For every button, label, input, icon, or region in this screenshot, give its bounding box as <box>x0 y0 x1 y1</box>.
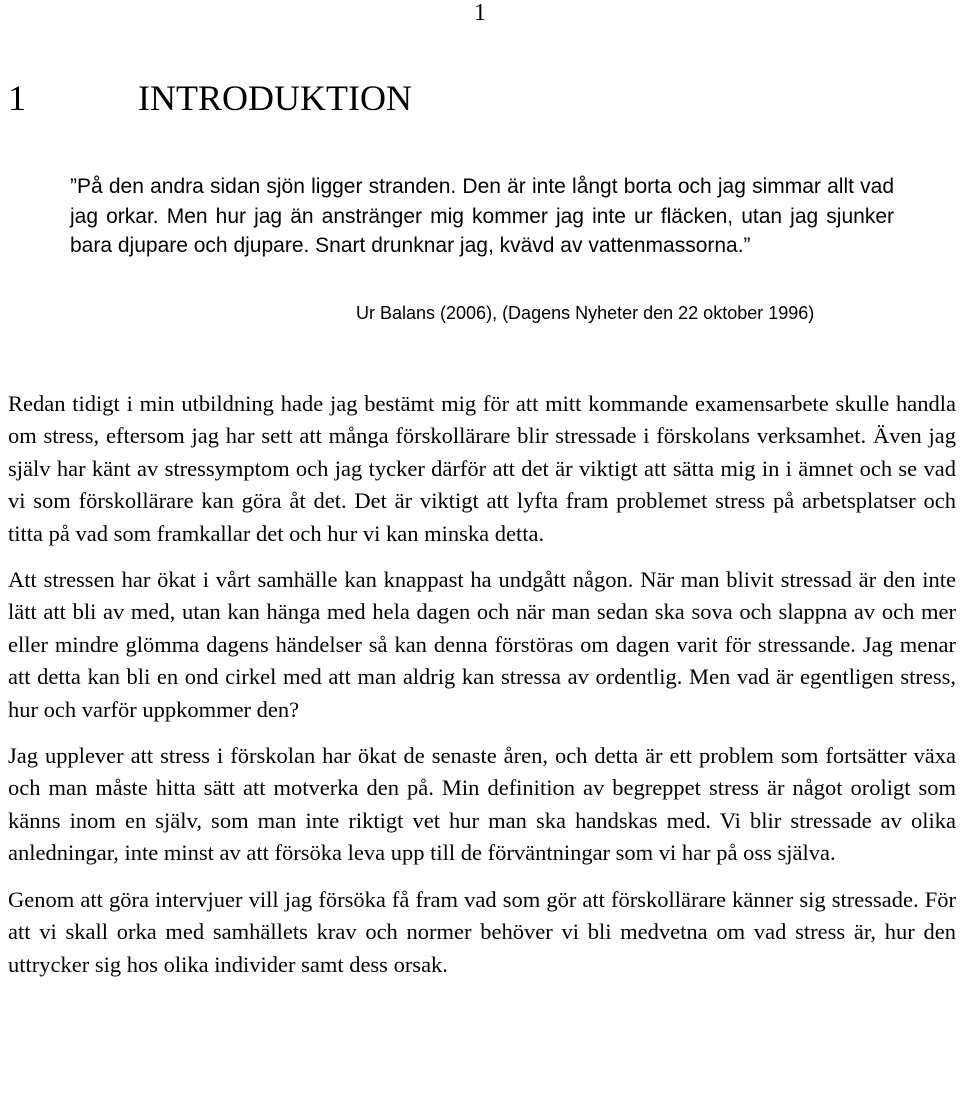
paragraph-3: Jag upplever att stress i förskolan har ökat de senaste åren, och detta är ett problem som fortsätter växa och man måste hitta sätt att motverka den på. Min definition av begreppet stress är något oroligt som känns inom en själv, som man inte riktigt vet hur man ska handskas med. Vi blir stressade av olika anledningar, inte minst av att försöka leva upp till de förväntningar som vi har på oss själva. <box>8 743 956 866</box>
section-number: 1 <box>8 78 26 118</box>
body-text <box>8 388 956 995</box>
section-heading <box>8 78 412 118</box>
paragraph-2: Att stressen har ökat i vårt samhälle kan knappast ha undgått någon. När man blivit stressad är den inte lätt att bli av med, utan kan hänga med hela dagen och när man sedan ska sova och slappna av och mer eller mindre glömma dagens händelser så kan denna förstöras om dagen varit för stressande. Jag menar att detta kan bli en ond cirkel med att man aldrig kan stressa av ordentlig. Men vad är egentligen stress, hur och varför uppkommer den? <box>8 567 956 722</box>
page-number: 1 <box>474 0 486 26</box>
epigraph-quote: ”På den andra sidan sjön ligger stranden. Den är inte långt borta och jag simmar allt vad jag orkar. Men hur jag än anstränger mig kommer jag inte ur fläcken, utan jag sjunker bara djupare och djupare. Snart drunknar jag, kvävd av vattenmassorna.” <box>70 175 894 257</box>
quote-source: Ur Balans (2006), (Dagens Nyheter den 22 oktober 1996) <box>356 303 815 323</box>
paragraph-1: Redan tidigt i min utbildning hade jag bestämt mig för att mitt kommande examensarbete skulle handla om stress, eftersom jag har sett att många förskollärare blir stressade i förskolans verksamhet. Även jag själv har känt av stressymptom och jag tycker därför att det är viktigt att sätta mig in i ämnet och se vad vi som förskollärare kan göra åt det. Det är viktigt att lyfta fram problemet stress på arbetsplatser och titta på vad som framkallar det och hur vi kan minska detta. <box>8 391 956 546</box>
section-title: INTRODUKTION <box>138 78 412 118</box>
paragraph-4: Genom att göra intervjuer vill jag försöka få fram vad som gör att förskollärare känner sig stressade. För att vi skall orka med samhällets krav och normer behöver vi bli medvetna om vad stress är, hur den uttrycker sig hos olika individer samt dess orsak. <box>8 886 956 977</box>
